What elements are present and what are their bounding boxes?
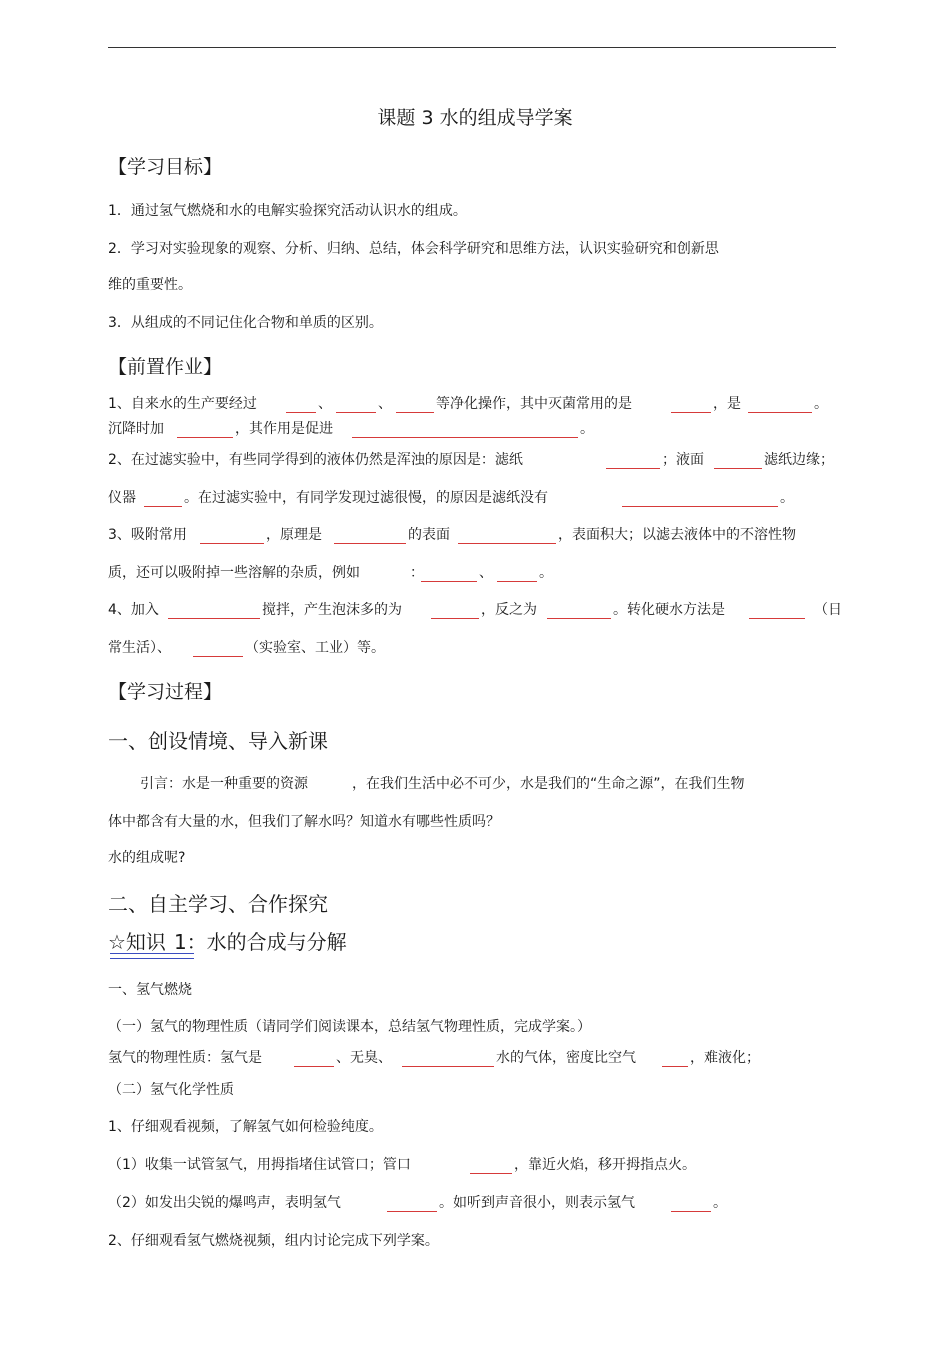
goal-item-2-cont: 维的重要性。 (108, 277, 192, 293)
answer-blank (168, 618, 260, 619)
page-title: 课题 3 水的组成导学案 (377, 107, 573, 129)
answer-blank (748, 412, 812, 413)
answer-blank (336, 412, 376, 413)
answer-blank (458, 543, 556, 544)
knowledge-heading (108, 929, 347, 955)
answer-blank (622, 506, 778, 507)
knowledge-number: 1 (173, 930, 187, 954)
q4-text-a: 4、加入 (108, 602, 159, 618)
section-header-prework: 【前置作业】 (108, 356, 223, 378)
q3-text-c: 的表面 (408, 527, 450, 543)
answer-blank (200, 543, 264, 544)
q3-text-h: 。 (539, 565, 553, 581)
answer-blank (177, 437, 233, 438)
q4-text-f: 常生活）、 (108, 640, 171, 656)
step-1-text: 1、仔细观看视频，了解氢气如何检验纯度。 (108, 1119, 383, 1135)
q1-text-a: 1、自来水的生产要经过 (108, 396, 257, 412)
step-1-1-text-b: ，靠近火焰，移开拇指点火。 (514, 1157, 696, 1173)
step-1-2-text-a: （2）如发出尖锐的爆鸣声，表明氢气 (108, 1195, 341, 1211)
q3-text-e: 质，还可以吸附掉一些溶解的杂质，例如 (108, 565, 360, 581)
answer-blank (396, 412, 434, 413)
physical-properties-a: 氢气的物理性质：氢气是 (108, 1050, 262, 1066)
intro-text-a: 引言：水是一种重要的资源 (140, 776, 308, 792)
goal-item-1: 1．通过氢气燃烧和水的电解实验探究活动认识水的组成。 (108, 203, 467, 219)
answer-blank (714, 468, 762, 469)
answer-blank (497, 581, 537, 582)
section-header-process: 【学习过程】 (108, 681, 223, 703)
physical-properties-c: 水的气体，密度比空气 (496, 1050, 636, 1066)
q2-text-d: 仪器 (108, 490, 136, 506)
step-2-text: 2、仔细观看氢气燃烧视频，组内讨论完成下列学案。 (108, 1233, 439, 1249)
answer-blank (662, 1066, 688, 1067)
q4-text-b: 搅拌，产生泡沫多的为 (262, 602, 402, 618)
q2-text-e: 。在过滤实验中，有同学发现过滤很慢，的原因是滤纸没有 (184, 490, 548, 506)
physical-properties-d: ，难液化； (690, 1050, 760, 1066)
q1-text-e: ，是 (713, 396, 741, 412)
answer-blank (286, 412, 316, 413)
intro-text-b: ，在我们生活中必不可少，水是我们的“生命之源”，在我们生物 (352, 776, 745, 792)
step-1-2-text-c: 。 (713, 1195, 727, 1211)
physical-properties-b: 、无臭、 (336, 1050, 392, 1066)
section-heading-2: 二、自主学习、合作探究 (108, 892, 328, 916)
q3-text-f: ： (410, 565, 424, 581)
q4-text-e: （日 (814, 602, 842, 618)
step-1-2-text-b: 。如听到声音很小，则表示氢气 (439, 1195, 635, 1211)
step-1-1-text-a: （1）收集一试管氢气，用拇指堵住试管口；管口 (108, 1157, 411, 1173)
intro-text-2: 体中都含有大量的水，但我们了解水吗？知道水有哪些性质吗？ (108, 814, 500, 830)
q1-text-b: 、 (318, 396, 332, 412)
knowledge-underline (110, 953, 194, 959)
answer-blank (421, 581, 477, 582)
q1-text-i: 。 (580, 421, 594, 437)
answer-blank (352, 437, 578, 438)
answer-blank (606, 468, 660, 469)
q4-text-g: （实验室、工业）等。 (245, 640, 385, 656)
answer-blank (334, 543, 406, 544)
section-heading-1: 一、创设情境、导入新课 (108, 729, 328, 753)
q2-text-b: ；液面 (662, 452, 704, 468)
answer-blank (431, 618, 479, 619)
chemical-properties-heading: （二）氢气化学性质 (108, 1082, 234, 1098)
q4-text-d: 。转化硬水方法是 (613, 602, 725, 618)
knowledge-label: ☆知识 (108, 930, 166, 954)
intro-text-3: 水的组成呢? (108, 850, 186, 866)
answer-blank (470, 1173, 512, 1174)
q2-text-f: 。 (780, 490, 794, 506)
q1-text-g: 沉降时加 (108, 421, 164, 437)
q1-text-f: 。 (814, 396, 828, 412)
answer-blank (671, 1211, 711, 1212)
q1-text-h: ，其作用是促进 (235, 421, 333, 437)
q1-text-c: 、 (378, 396, 392, 412)
goal-item-3: 3．从组成的不同记住化合物和单质的区别。 (108, 315, 383, 331)
goal-item-2: 2．学习对实验现象的观察、分析、归纳、总结，体会科学研究和思维方法，认识实验研究和创新思 (108, 241, 719, 257)
answer-blank (193, 656, 243, 657)
q3-text-a: 3、吸附常用 (108, 527, 187, 543)
q3-text-d: ，表面积大；以滤去液体中的不溶性物 (558, 527, 796, 543)
answer-blank (387, 1211, 437, 1212)
q4-text-c: ，反之为 (481, 602, 537, 618)
section-header-goals: 【学习目标】 (108, 156, 223, 178)
answer-blank (671, 412, 711, 413)
knowledge-title: ：水的合成与分解 (186, 930, 347, 954)
q2-text-c: 滤纸边缘； (764, 452, 834, 468)
answer-blank (294, 1066, 334, 1067)
answer-blank (402, 1066, 494, 1067)
q3-text-g: 、 (479, 565, 493, 581)
answer-blank (749, 618, 805, 619)
q2-text-a: 2、在过滤实验中，有些同学得到的液体仍然是浑浊的原因是：滤纸 (108, 452, 523, 468)
physical-properties-intro: （一）氢气的物理性质（请同学们阅读课本，总结氢气物理性质，完成学案。） (108, 1019, 591, 1035)
q3-text-b: ，原理是 (266, 527, 322, 543)
answer-blank (144, 506, 182, 507)
top-rule (108, 47, 836, 48)
answer-blank (547, 618, 611, 619)
q1-text-d: 等净化操作，其中灭菌常用的是 (436, 396, 632, 412)
subheading-hydrogen-combustion: 一、氢气燃烧 (108, 982, 192, 998)
